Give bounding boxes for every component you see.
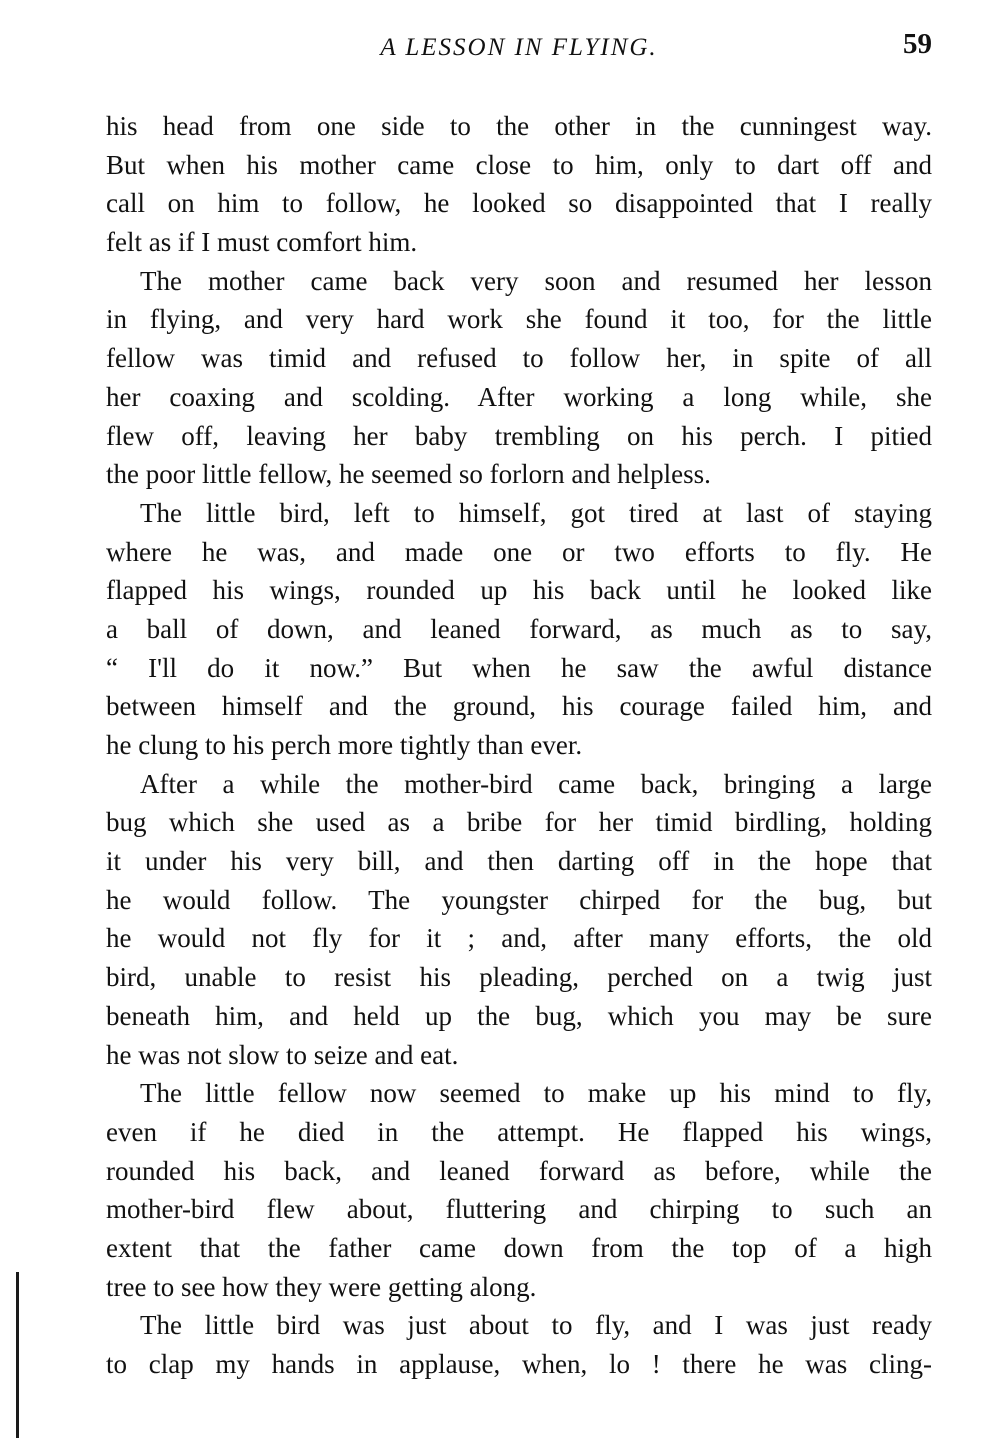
text-line: her coaxing and scolding. After working a long while, she [106,381,932,412]
text-line: even if he died in the attempt. He flapped his wings, [106,1116,932,1147]
text-line: between himself and the ground, his courage failed him, and [106,691,932,722]
page-number: 59 [903,28,932,60]
text-line: he was not slow to seize and eat. [106,1039,459,1070]
text-line: After a while the mother-bird came back, bringing a large [140,768,932,799]
text-line: flew off, leaving her baby trembling on his perch. I pitied [106,420,932,451]
text-line: beneath him, and held up the bug, which you may be sure [106,1000,932,1031]
text-line: The little fellow now seemed to make up his mind to fly, [140,1078,932,1109]
text-line: felt as if I must comfort him. [106,227,418,258]
text-line: he would not fly for it ; and, after many efforts, the old [106,923,932,954]
text-line: tree to see how they were getting along. [106,1271,537,1302]
text-line: where he was, and made one or two efforts to fly. He [106,536,932,567]
text-line: in flying, and very hard work she found it too, for the little [106,304,932,335]
running-header [106,28,932,72]
text-line: to clap my hands in applause, when, lo ! there he was cling- [106,1349,932,1379]
text-line: he clung to his perch more tightly than ever. [106,730,583,760]
text-line: extent that the father came down from the top of a high [106,1232,932,1263]
text-line: a ball of down, and leaned forward, as much as to say, [106,613,932,644]
text-line: fellow was timid and refused to follow her, in spite of all [106,343,932,374]
text-line: call on him to follow, he looked so disappointed that I really [106,188,932,219]
text-line: he would follow. The youngster chirped for the bug, but [106,884,932,915]
body-text [106,107,932,1384]
margin-scan-mark [16,1272,19,1438]
text-line: The mother came back very soon and resumed her lesson [140,265,932,296]
text-line: bug which she used as a bribe for her timid birdling, holding [106,807,932,838]
text-line: his head from one side to the other in the cunningest way. [106,111,932,141]
text-line: bird, unable to resist his pleading, perched on a twig just [106,962,932,993]
text-line: flapped his wings, rounded up his back until he looked like [106,575,932,606]
text-line: the poor little fellow, he seemed so forlorn and helpless. [106,459,711,490]
running-title: A LESSON IN FLYING. [380,34,658,61]
text-line: The little bird was just about to fly, and I was just ready [140,1310,932,1341]
text-line: rounded his back, and leaned forward as before, while the [106,1155,932,1186]
text-line: mother-bird flew about, fluttering and chirping to such an [106,1194,932,1225]
text-line: But when his mother came close to him, only to dart off and [106,149,932,180]
text-line: it under his very bill, and then darting off in the hope that [106,846,932,877]
text-line: “ I'll do it now.” But when he saw the awful distance [106,652,932,683]
text-line: The little bird, left to himself, got tired at last of staying [140,497,932,528]
